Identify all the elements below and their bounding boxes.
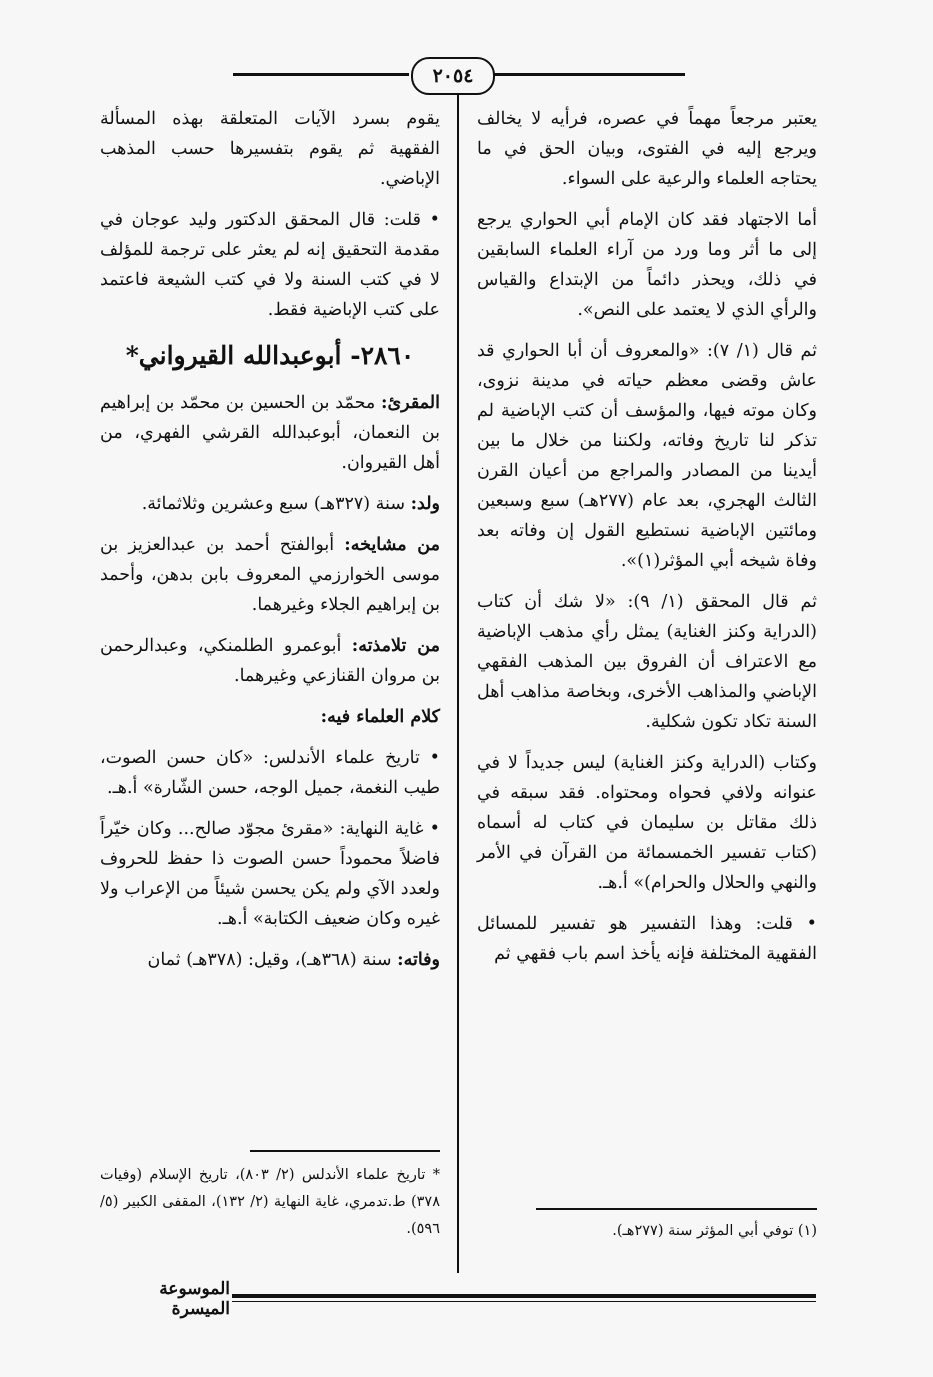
paragraph: يقوم بسرد الآيات المتعلقة بهذه المسألة الفقهية ثم يقوم بتفسيرها حسب المذهب الإباضي. — [100, 109, 440, 189]
paragraph: ثم قال (١/ ٧): «والمعروف أن أبا الحواري قد عاش وقضى معظم حياته في مدينة نزوى، وكان موته فيها، والمؤسف أن كتب الإباضية لم تذكر لنا تاريخ وفاته، ولكننا من خلال ما بين أيدينا من المصادر والمراجع من أعيان القرن الثالث الهجري، بعد عام (٢٧٧هـ) سبع وسبعين ومائتين الإباضية نستطيع القول إن وفاته بعد وفاة شيخه أبي المؤثر(١)». — [477, 341, 817, 571]
footnote-rule-right — [536, 1208, 817, 1210]
scholars-heading: كلام العلماء فيه: — [320, 707, 440, 727]
paragraph: يعتبر مرجعاً مهماً في عصره، فرأيه لا يخالف ويرجع إليه في الفتوى، وبيان الحق في ما يحتاجه العلماء والرعية على السواء. — [477, 109, 817, 189]
biography-students — [100, 631, 440, 691]
text: محمّد بن الحسين بن محمّد بن إبراهيم بن النعمان، أبوعبدالله القرشي الفهري، من أهل القيروان. — [100, 393, 440, 473]
label: وفاته: — [397, 950, 440, 970]
footnote-right: (١) توفي أبي المؤثر سنة (٢٧٧هـ). — [612, 1223, 817, 1239]
footer-title: الموسوعة الميسرة — [159, 1279, 230, 1319]
biography-muqri — [100, 388, 440, 478]
entry-heading: ٢٨٦٠- أبوعبدالله القيرواني* — [125, 341, 415, 370]
footer-rule-thin — [232, 1301, 816, 1302]
biography-death — [100, 945, 440, 975]
header-rule-right — [493, 73, 685, 76]
header-rule-left — [233, 73, 409, 76]
paragraph: • قلت: قال المحقق الدكتور وليد عوجان في مقدمة التحقيق إنه لم يعثر على ترجمة للمؤلف لا في كتب السنة ولا في كتب الشيعة فاعتمد على كتب الإباضية فقط. — [100, 210, 440, 320]
biography-birth — [100, 489, 440, 519]
page-number: ٢٠٥٤ — [411, 57, 495, 95]
column-divider — [457, 95, 459, 1273]
label: المقرئ: — [381, 393, 440, 413]
paragraph: وكتاب (الدراية وكنز الغناية) ليس جديداً لا في عنوانه ولافي فحواه ومحتواه. فقد سبقه في ذلك مقاتل بن سليمان في كتاب له أسماه (كتاب تفسير الخمسمائة من القرآن في الأمر والنهي والحلال والحرام)» أ.هـ. — [477, 753, 817, 893]
paragraph: • قلت: وهذا التفسير هو تفسير للمسائل الفقهية المختلفة فإنه يأخذ اسم باب فقهي ثم — [477, 914, 817, 964]
quote-ghaya: • غاية النهاية: «مقرئ مجوّد صالح... وكان خيّراً فاضلاً محموداً حسن الصوت ذا حفظ للحروف ولعدد الآي ولم يكن يحسن شيئاً من الإعراب ولا غيره وكان ضعيف الكتابة» أ.هـ. — [100, 819, 440, 929]
footnote-left: * تاريخ علماء الأندلس (٢/ ٨٠٣)، تاريخ الإسلام (وفيات ٣٧٨) ط.تدمري، غاية النهاية (٢/ ١٣٢)، المقفى الكبير (٥/ ٥٩٦). — [100, 1167, 440, 1237]
paragraph: ثم قال المحقق (١/ ٩): «لا شك أن كتاب (الدراية وكنز الغناية) يمثل رأي مذهب الإباضية مع الاعتراف أن الفروق بين المذهب الفقهي الإباضي والمذاهب الأخرى، وبخاصة مذاهب أهل السنة تكاد تكون شكلية. — [477, 592, 817, 732]
text: أبوالفتح أحمد بن عبدالعزيز بن موسى الخوارزمي المعروف بابن بدهن، وأحمد بن إبراهيم الجلاء وغيرهما. — [100, 535, 440, 615]
text: سنة (٣٦٨هـ)، وقيل: (٣٧٨هـ) ثمان — [147, 950, 398, 970]
biography-teachers — [100, 530, 440, 620]
label: من تلامذته: — [351, 636, 441, 656]
label: ولد: — [410, 494, 440, 514]
text: أبوعمرو الطلمنكي، وعبدالرحمن بن مروان القنازعي وغيرهما. — [100, 636, 440, 686]
left-column — [100, 104, 440, 986]
text: سنة (٣٢٧هـ) سبع وعشرين وثلاثمائة. — [141, 494, 411, 514]
label: من مشايخه: — [344, 535, 440, 555]
footnote-rule-left — [250, 1150, 440, 1152]
footer-rule — [232, 1294, 816, 1298]
quote-andalus: • تاريخ علماء الأندلس: «كان حسن الصوت، طيب النغمة، جميل الوجه، حسن الشّارة» أ.هـ. — [100, 748, 440, 798]
paragraph: أما الاجتهاد فقد كان الإمام أبي الحواري يرجع إلى ما أثر وما ورد من آراء العلماء السابقين في ذلك، ويحذر دائماً من الإبتداع والقياس والرأي الذي لا يعتمد على النص». — [477, 210, 817, 320]
right-column — [477, 104, 817, 980]
